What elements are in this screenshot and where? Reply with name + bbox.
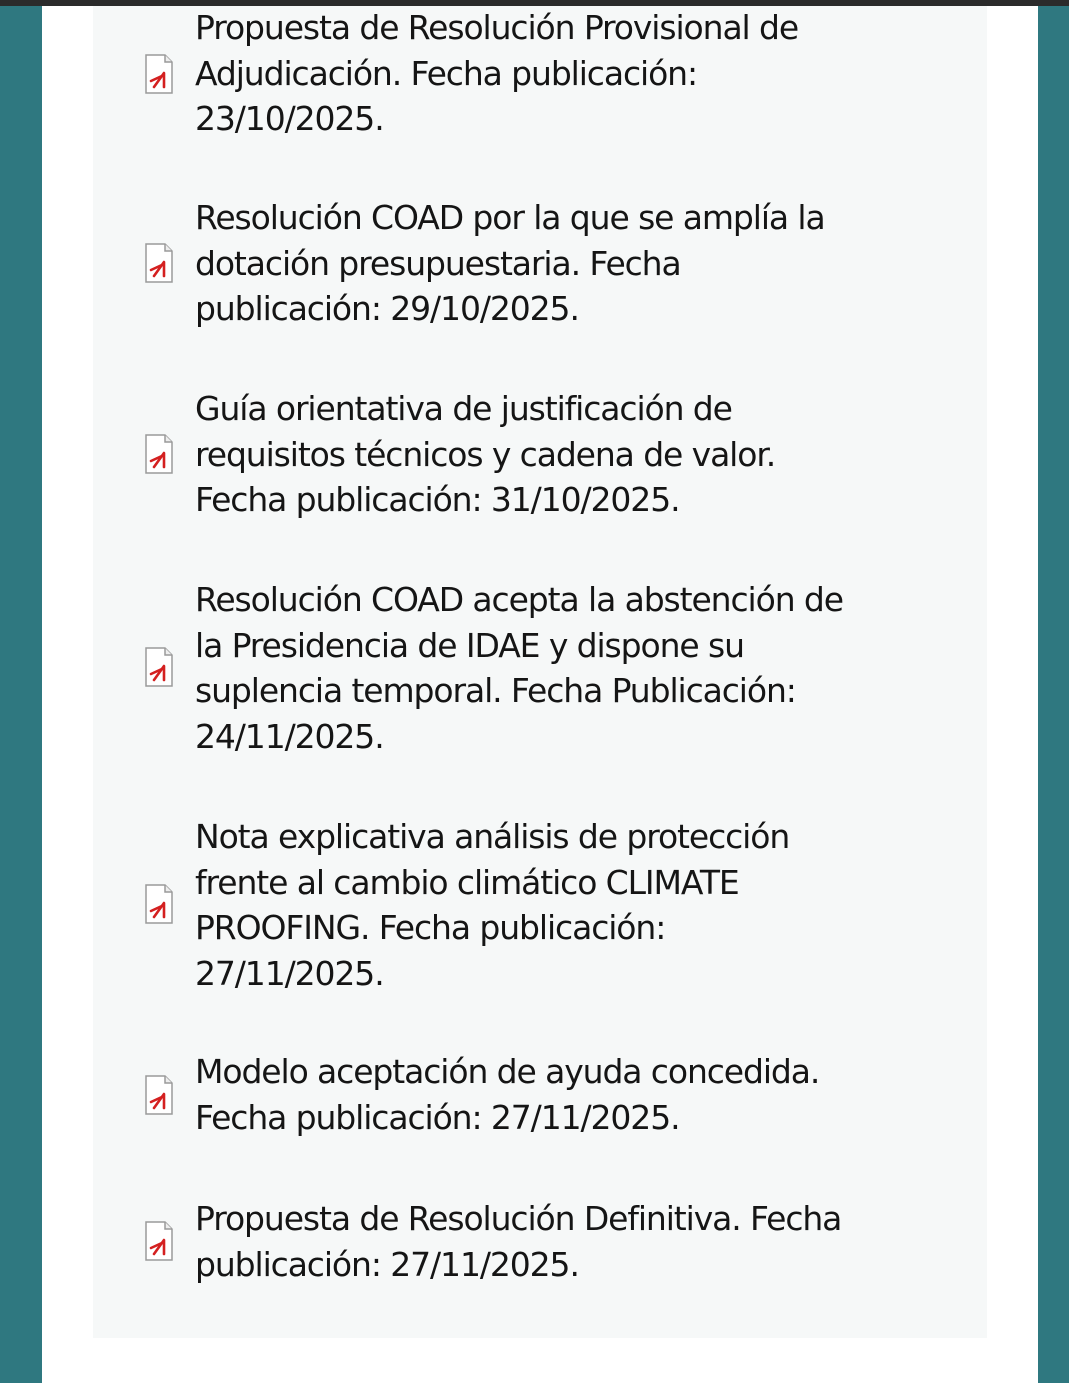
pdf-icon [144, 1221, 174, 1261]
document-link-resolucion-definitiva[interactable] [93, 1196, 987, 1291]
pdf-icon [144, 884, 174, 924]
document-title: Propuesta de Resolución Definitiva. Fecha publicación: 27/11/2025. [195, 1199, 842, 1284]
document-link-modelo-aceptacion[interactable] [93, 1049, 987, 1144]
pdf-icon [144, 243, 174, 283]
page-card [42, 6, 1038, 1383]
document-title: Propuesta de Resolución Provisional de Adjudicación. Fecha publicación: 23/10/2025. [195, 8, 799, 138]
document-link-climate-proofing[interactable] [93, 814, 987, 999]
document-title: Guía orientativa de justificación de requisitos técnicos y cadena de valor. Fecha publicación: 31/10/2025. [195, 389, 776, 519]
pdf-icon [144, 647, 174, 687]
pdf-icon [144, 1075, 174, 1115]
document-link-abstencion-presidencia[interactable] [93, 577, 987, 762]
pdf-icon [144, 434, 174, 474]
document-title: Nota explicativa análisis de protección frente al cambio climático CLIMATE PROOFING. Fecha publicación: 27/11/2025. [195, 817, 790, 993]
document-link-propuesta-provisional[interactable] [93, 5, 987, 145]
document-link-guia-orientativa[interactable] [93, 386, 987, 526]
pdf-icon [144, 54, 174, 94]
document-link-ampliacion-dotacion[interactable] [93, 195, 987, 335]
document-title: Modelo aceptación de ayuda concedida. Fecha publicación: 27/11/2025. [195, 1052, 820, 1137]
document-list [93, 6, 987, 1338]
document-title: Resolución COAD acepta la abstención de la Presidencia de IDAE y dispone su suplencia temporal. Fecha Publicación: 24/11/2025. [195, 580, 843, 756]
document-title: Resolución COAD por la que se amplía la dotación presupuestaria. Fecha publicación: 29/10/2025. [195, 198, 825, 328]
